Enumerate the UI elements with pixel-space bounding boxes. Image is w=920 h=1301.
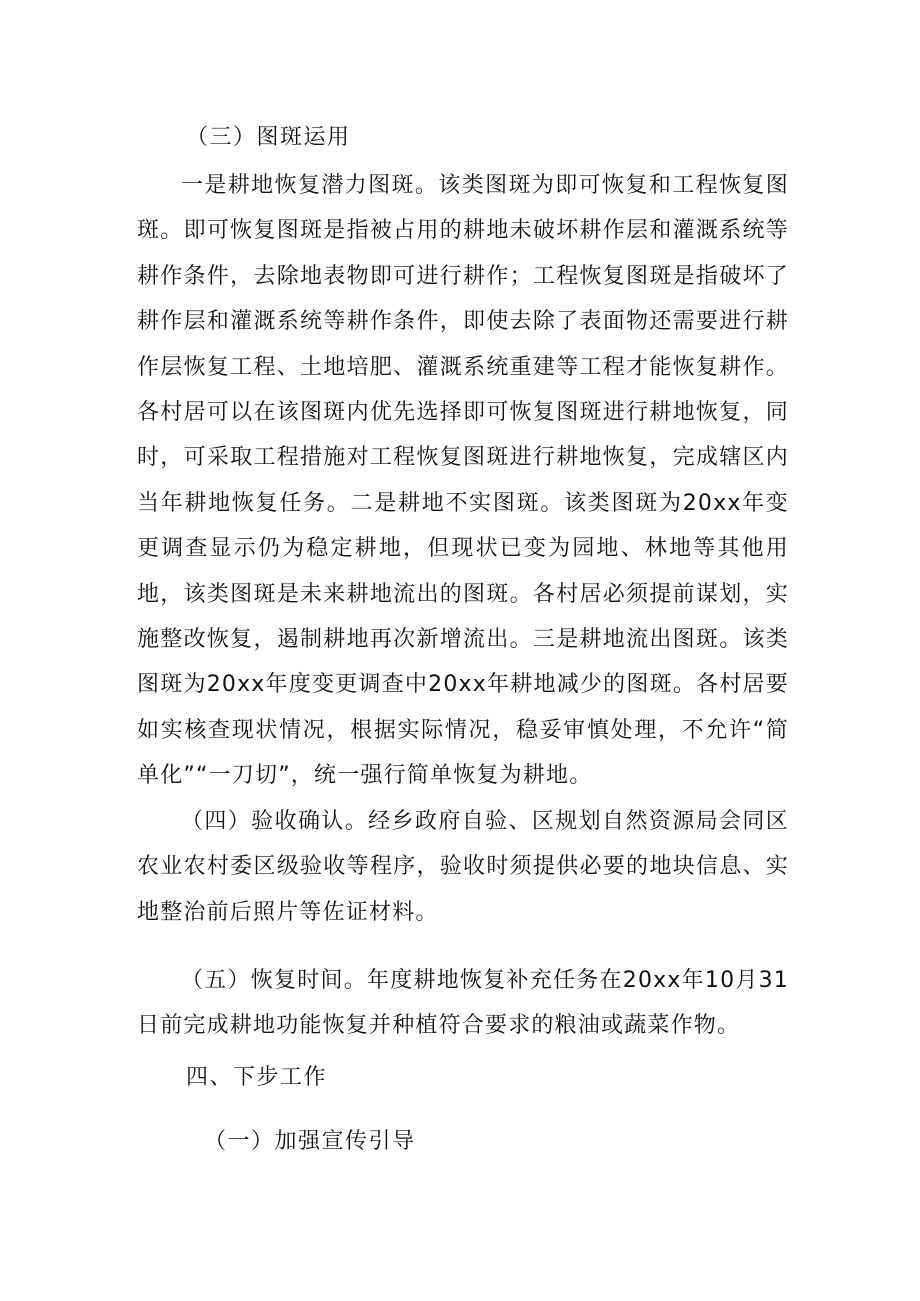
chapter-4-heading: 四、下步工作: [186, 1065, 328, 1090]
subsection-1-heading: （一）加强宣传引导: [204, 1129, 416, 1154]
section-4-paragraph: （四）验收确认。经乡政府自验、区规划自然资源局会同区农业农村委区级验收等程序，验收时须提供必要的地块信息、实地整治前后照片等佐证材料。: [137, 809, 789, 925]
section-3-heading: （三）图斑运用: [186, 125, 351, 150]
section-5-paragraph: （五）恢复时间。年度耕地恢复补充任务在20xx年10月31日前完成耕地功能恢复并种植符合要求的粮油或蔬菜作物。: [137, 968, 789, 1039]
section-3-body: 一是耕地恢复潜力图斑。该类图斑为即可恢复和工程恢复图斑。即可恢复图斑是指被占用的耕地未破坏耕作层和灌溉系统等耕作条件，去除地表物即可进行耕作；工程恢复图斑是指破坏了耕作层和灌溉系统等耕作条件，即使去除了表面物还需要进行耕作层恢复工程、土地培肥、灌溉系统重建等工程才能恢复耕作。各村居可以在该图斑内优先选择即可恢复图斑进行耕地恢复，同时，可采取工程措施对工程恢复图斑进行耕地恢复，完成辖区内当年耕地恢复任务。二是耕地不实图斑。该类图斑为20xx年变更调查显示仍为稳定耕地，但现状已变为园地、林地等其他用地，该类图斑是未来耕地流出的图斑。各村居必须提前谋划，实施整改恢复，遏制耕地再次新增流出。三是耕地流出图斑。该类图斑为20xx年度变更调查中20xx年耕地减少的图斑。各村居要如实核查现状情况，根据实际情况，稳妥审慎处理，不允许“简单化”“一刀切”，统一强行简单恢复为耕地。: [137, 173, 789, 789]
